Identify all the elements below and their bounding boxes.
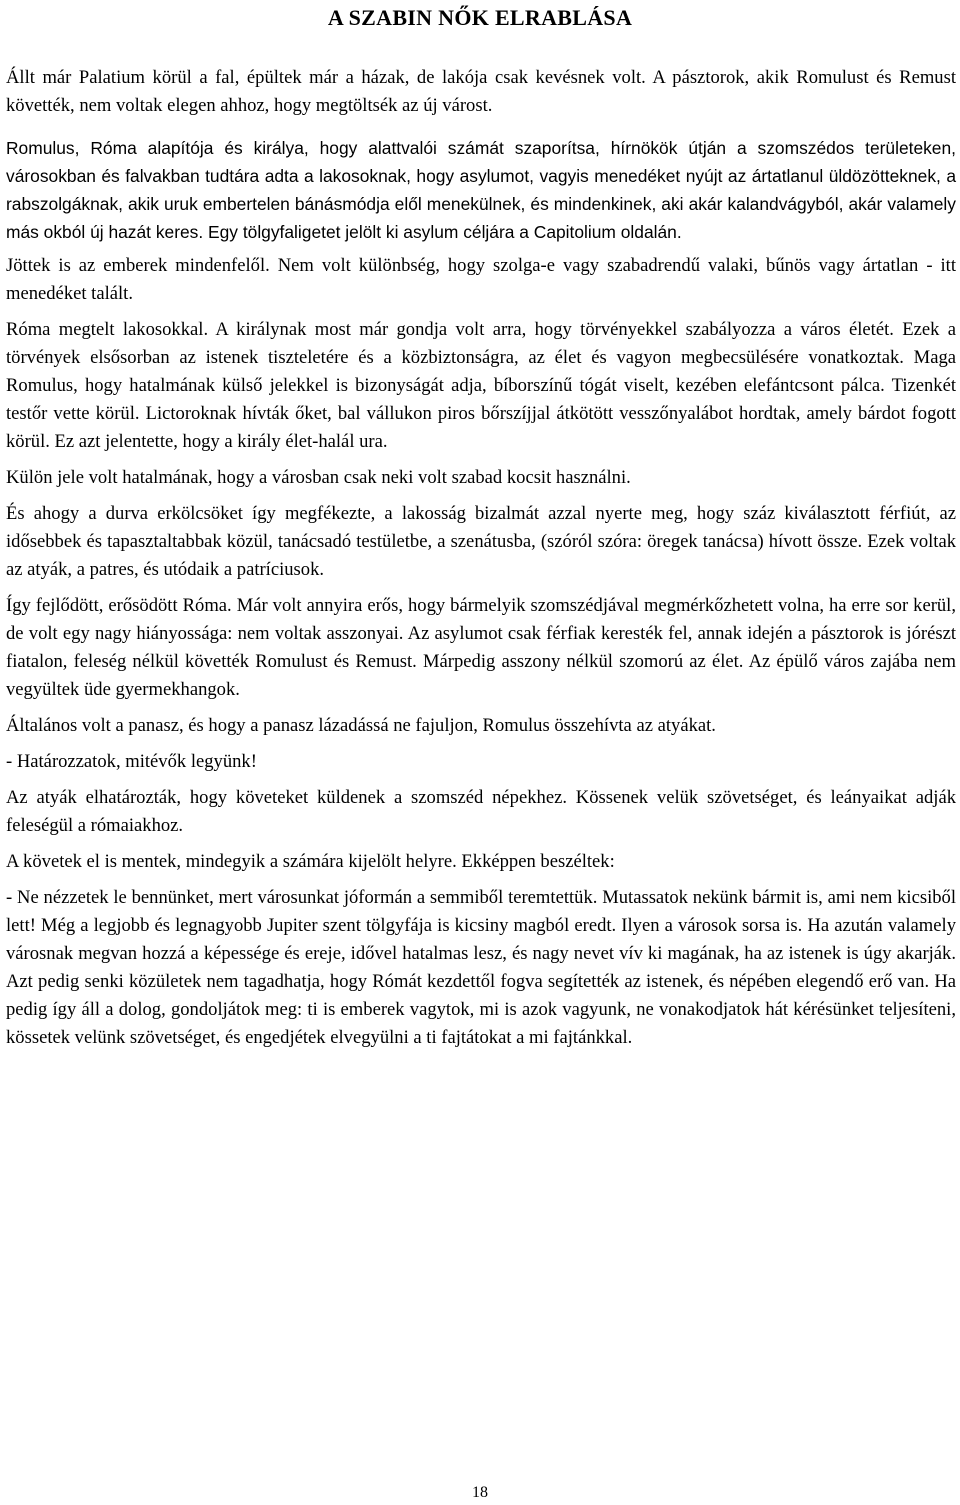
paragraph-11: A követek el is mentek, mindegyik a számára kijelölt helyre. Ekképpen beszéltek: [6,851,615,872]
paragraph-12: - Ne nézzetek le bennünket, mert városunkat jóformán a semmiből teremtettük. Mutassatok nekünk bármit is, ami nem kicsiből lett! Még a legjobb és legnagyobb Jupiter szent tölgyfája is kicsiny magból eredt. Ilyen a városok sorsa is. Ha azután valamely városnak megvan hozzá a képessége és ereje, idővel hatalmas lesz, és nagy nevet vív ki magának, ha az istenek is úgy akarják. Azt pedig senki közületek nem tagadhatja, hogy Rómát kezdettől fogva segítették az istenek, és népében elegendő erő van. Ha pedig így áll a dolog, gondoljátok meg: ti is emberek vagytok, mi is azok vagyunk, ne vonakodjatok hát kérésünket teljesíteni, kössetek velünk szövetséget, és engedjétek elvegyülni a ti fajtátokat a mi fajtánkkal. [6,887,956,1048]
page-title: A SZABIN NŐK ELRABLÁSA [327,5,633,30]
paragraph-1: Állt már Palatium körül a fal, épültek már a házak, de lakója csak kevésnek volt. A pásztorok, akik Romulust és Remust követték, nem voltak elegen ahhoz, hogy megtöltsék az új várost. [6,67,956,116]
paragraph-9: - Határozzatok, mitévők legyünk! [6,751,257,772]
page-number: 18 [472,1484,488,1501]
paragraph-4: Róma megtelt lakosokkal. A királynak most már gondja volt arra, hogy törvényekkel szabályozza a város életét. Ezek a törvények elsősorban az istenek tiszteletére és a közbiztonságra, az élet és vagyon megbecsülésére vonatkoztak. Maga Romulus, hogy hatalmának külső jelekkel is bizonyságát adja, bíborszínű tógát viselt, kezében elefántcsont pálca. Tizenkét testőr vette körül. Lictoroknak hívták őket, bal vállukon piros bőrszíjjal átkötött vesszőnyalábot hordtak, amely bárdot fogott körül. Ez azt jelentette, hogy a király élet-halál ura. [6,319,956,452]
document-body [6,64,956,1060]
paragraph-7: Így fejlődött, erősödött Róma. Már volt annyira erős, hogy bármelyik szomszédjával megmérkőzhetett volna, ha erre sor kerül, de volt egy nagy hiányossága: nem voltak asszonyai. Az asylumot csak férfiak keresték fel, annak idején a pásztorok is jórészt fiatalon, feleség nélkül követték Romulust és Remust. Márpedig asszony nélkül szomorú az élet. Az épülő város zajába nem vegyültek üde gyermekhangok. [6,595,956,700]
paragraph-10: Az atyák elhatározták, hogy követeket küldenek a szomszéd népekhez. Kössenek velük szövetséget, és leányaikat adják feleségül a rómaiakhoz. [6,787,956,836]
paragraph-8: Általános volt a panasz, és hogy a panasz lázadássá ne fajuljon, Romulus összehívta az atyákat. [6,715,716,736]
paragraph-5: Külön jele volt hatalmának, hogy a városban csak neki volt szabad kocsit használni. [6,467,631,488]
paragraph-6: És ahogy a durva erkölcsöket így megfékezte, a lakosság bizalmát azzal nyerte meg, hogy száz kiválasztott férfiút, az idősebbek és tapasztaltabbak közül, tanácsadó testületbe, a szenátusba, (szóról szóra: öregek tanácsa) hívott össze. Ezek voltak az atyák, a patres, és utódaik a patríciusok. [6,503,956,580]
paragraph-2: Romulus, Róma alapítója és királya, hogy alattvalói számát szaporítsa, hírnökök útján a szomszédos területeken, városokban és falvakban tudtára adta a lakosoknak, hogy asylumot, vagyis menedéket nyújt az ártatlanul üldözötteknek, a rabszolgáknak, akik uruk embertelen bánásmódja elől menekülnek, és mindenkinek, aki akár kalandvágyból, akár valamely más okból új hazát keres. Egy tölgyfaligetet jelölt ki asylum céljára a Capitolium oldalán. [6,138,956,242]
paragraph-3: Jöttek is az emberek mindenfelől. Nem volt különbség, hogy szolga-e vagy szabadrendű valaki, bűnös vagy ártatlan - itt menedéket talált. [6,255,956,304]
